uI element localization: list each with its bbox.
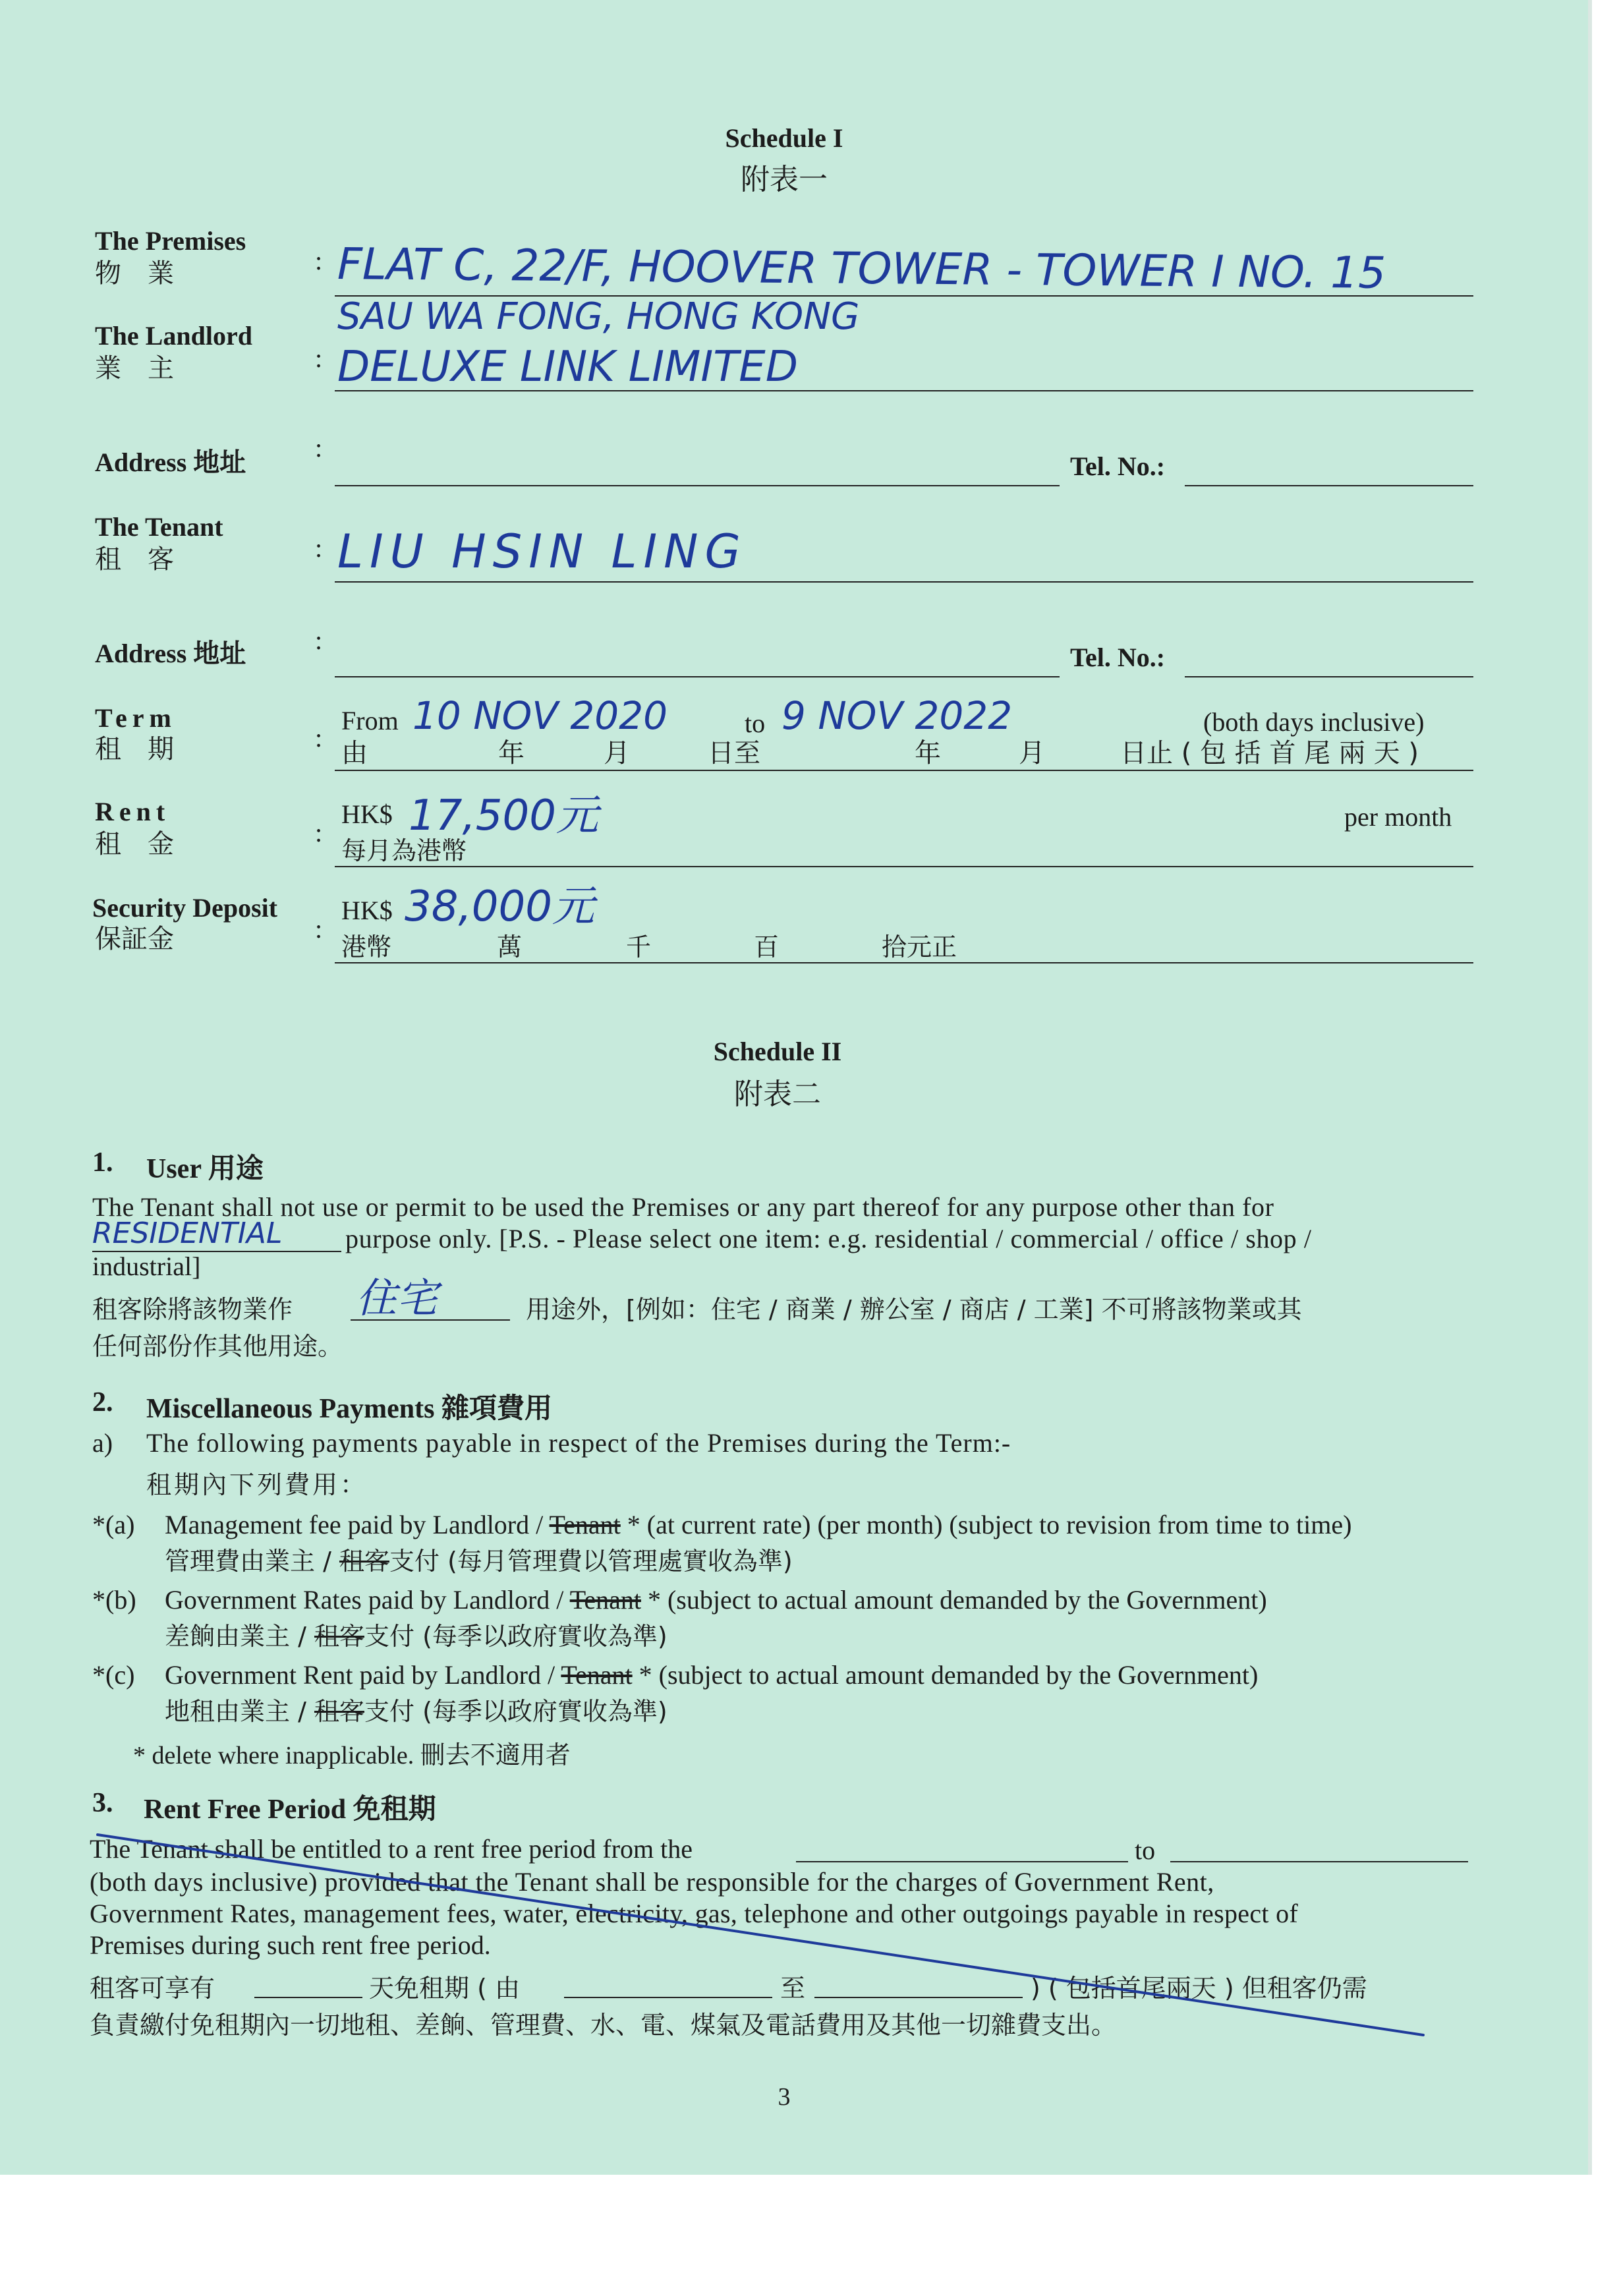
colon: :	[315, 818, 323, 847]
section-1-title: User 用途	[146, 1154, 264, 1184]
term-zh-month: 月	[604, 738, 630, 768]
item-b-struck-tenant: Tenant	[569, 1585, 641, 1615]
term-zh-from: 由	[341, 738, 368, 768]
colon: :	[315, 625, 323, 655]
term-zh-year-2: 年	[915, 738, 941, 768]
section-3-number: 3.	[92, 1788, 113, 1818]
item-c-struck-tenant: Tenant	[561, 1660, 633, 1690]
delete-note: * delete where inapplicable. 刪去不適用者	[133, 1742, 571, 1769]
landlord-value-handwritten: DELUXE LINK LIMITED	[337, 343, 798, 391]
item-a-mark: *(a)	[92, 1510, 135, 1539]
item-b-post: * (subject to actual amount demanded by the Government)	[640, 1585, 1267, 1615]
section-3-line2: (both days inclusive) provided that the Tenant shall be responsible for the charges of Government Rent,	[90, 1867, 1214, 1897]
deposit-label: Security Deposit	[92, 893, 278, 923]
section-3-zh-a: 租客可享有	[90, 1974, 215, 2003]
section-3-line1-to: to	[1135, 1835, 1156, 1865]
section-3-line1-a: The Tenant shall be entitled to a rent free period from the	[90, 1834, 693, 1864]
page-number: 3	[778, 2083, 791, 2111]
item-a-zh-post: 支付 (每月管理費以管理處實收為準)	[389, 1547, 793, 1576]
rent-per-month: per month	[1344, 802, 1452, 832]
schedule-1-title-zh: 附表一	[741, 163, 828, 196]
colon: :	[315, 914, 323, 944]
tenant-label-zh: 租 客	[95, 544, 174, 575]
landlord-address-label: Address 地址	[95, 447, 246, 477]
section-1-zh-c: 任何部份作其他用途。	[92, 1332, 343, 1361]
item-c-post: * (subject to actual amount demanded by the Government)	[632, 1660, 1259, 1690]
item-c-mark: *(c)	[92, 1660, 135, 1690]
section-1-zh-a: 租客除將該物業作	[92, 1295, 293, 1324]
section-1-zh-b: 用途外，[例如：住宅 / 商業 / 辦公室 / 商店 / 工業] 不可將該物業或其	[526, 1295, 1302, 1324]
section-1-text-line2: purpose only. [P.S. - Please select one item: e.g. residential / commercial / office / shop /	[345, 1224, 1312, 1253]
term-label: Term	[95, 703, 177, 733]
deposit-zh-shi: 拾元正	[882, 933, 957, 961]
colon: :	[315, 343, 323, 373]
item-a-struck-tenant: Tenant	[549, 1510, 621, 1539]
term-zh-day-to: 日至	[708, 738, 760, 768]
term-zh-month-2: 月	[1019, 738, 1045, 768]
term-to-handwritten: 9 NOV 2022	[781, 693, 1013, 738]
rent-currency: HK$	[341, 799, 393, 829]
deposit-label-zh: 保証金	[95, 924, 174, 954]
item-c-zh-struck: 租客	[314, 1697, 364, 1726]
section-1-handwritten-use: RESIDENTIAL	[92, 1217, 283, 1250]
section-1-text-line1: The Tenant shall not use or permit to be used the Premises or any part thereof for any purpose other than for	[92, 1192, 1274, 1222]
section-2a-zh: 租期內下列費用：	[146, 1470, 368, 1499]
premises-label: The Premises	[95, 226, 246, 256]
section-2a-text: The following payments payable in respect of the Premises during the Term:-	[146, 1428, 1011, 1458]
term-zh-year: 年	[498, 738, 525, 768]
item-c-zh-pre: 地租由業主 /	[165, 1697, 314, 1726]
colon: :	[315, 433, 323, 463]
schedule-1-title: Schedule I	[725, 123, 843, 153]
tenant-label: The Tenant	[95, 512, 223, 542]
premises-value-handwritten: FLAT C, 22/F, HOOVER TOWER - TOWER I NO. 15	[337, 239, 1386, 299]
rent-label: Rent	[95, 797, 171, 826]
section-3-line4: Premises during such rent free period.	[90, 1930, 491, 1960]
item-b-zh-struck: 租客	[314, 1622, 364, 1651]
deposit-zh-bai: 百	[754, 933, 780, 961]
deposit-zh-wan: 萬	[497, 933, 523, 961]
schedule-2-title: Schedule II	[713, 1037, 842, 1066]
item-a-zh-struck: 租客	[339, 1547, 389, 1576]
term-from-label: From	[341, 706, 399, 735]
rent-label-zh: 租 金	[95, 829, 174, 859]
item-b-pre: Government Rates paid by Landlord /	[165, 1585, 570, 1615]
item-c-pre: Government Rent paid by Landlord /	[165, 1660, 561, 1690]
tenant-tel-label: Tel. No.:	[1070, 643, 1166, 672]
section-1-number: 1.	[92, 1147, 113, 1178]
term-to-label: to	[745, 708, 766, 738]
item-b-mark: *(b)	[92, 1585, 136, 1615]
term-label-zh: 租 期	[95, 734, 174, 764]
section-2-title: Miscellaneous Payments 雜項費用	[146, 1394, 552, 1424]
colon: :	[315, 723, 323, 753]
landlord-tel-label: Tel. No.:	[1070, 451, 1166, 481]
schedule-2-title-zh: 附表二	[734, 1077, 821, 1111]
section-3-zh-d: ) ( 包括首尾兩天 ) 但租客仍需	[1031, 1974, 1367, 2003]
section-3-title: Rent Free Period 免租期	[144, 1794, 436, 1825]
tenant-address-label: Address 地址	[95, 639, 246, 668]
section-3-zh-b: 天免租期 ( 由	[369, 1974, 520, 2003]
section-1-text-line3: industrial]	[92, 1251, 201, 1281]
landlord-label: The Landlord	[95, 321, 252, 351]
item-c-zh-post: 支付 (每季以政府實收為準)	[364, 1697, 667, 1726]
rent-zh: 每月為港幣	[341, 836, 467, 865]
rent-value-handwritten: 17,500元	[409, 791, 598, 840]
section-2-number: 2.	[92, 1387, 113, 1418]
item-a-post: * (at current rate) (per month) (subject to revision from time to time)	[620, 1510, 1352, 1539]
colon: :	[315, 246, 323, 275]
premises-label-zh: 物 業	[95, 258, 174, 289]
section-1-handwritten-use-zh: 住宅	[356, 1274, 438, 1322]
deposit-zh-hkd: 港幣	[341, 933, 392, 961]
section-2a-mark: a)	[92, 1428, 113, 1458]
item-a-zh-pre: 管理費由業主 /	[165, 1547, 339, 1576]
colon: :	[315, 533, 323, 563]
section-3-zh-e: 負責繳付免租期內一切地租、差餉、管理費、水、電、煤氣及電話費用及其他一切雜費支出。	[90, 2011, 1117, 2040]
section-3-zh-c: 至	[780, 1974, 806, 2003]
term-inclusive: (both days inclusive)	[1203, 707, 1425, 737]
section-3-line3: Government Rates, management fees, water, electricity, gas, telephone and other outgoings payable in respect of	[90, 1899, 1299, 1928]
deposit-value-handwritten: 38,000元	[405, 882, 594, 931]
tenant-value-handwritten: LIU HSIN LING	[337, 525, 747, 579]
landlord-label-zh: 業 主	[95, 353, 174, 384]
deposit-currency: HK$	[341, 896, 393, 925]
item-b-zh-post: 支付 (每季以政府實收為準)	[364, 1622, 667, 1651]
premises-value-line2-handwritten: SAU WA FONG, HONG KONG	[337, 295, 860, 338]
deposit-zh-qian: 千	[626, 933, 652, 961]
term-from-handwritten: 10 NOV 2020	[412, 693, 667, 738]
item-b-zh-pre: 差餉由業主 /	[165, 1622, 314, 1651]
item-a-pre: Management fee paid by Landlord /	[165, 1510, 550, 1539]
term-zh-end: 日止 ( 包 括 首 尾 兩 天 )	[1120, 738, 1419, 768]
